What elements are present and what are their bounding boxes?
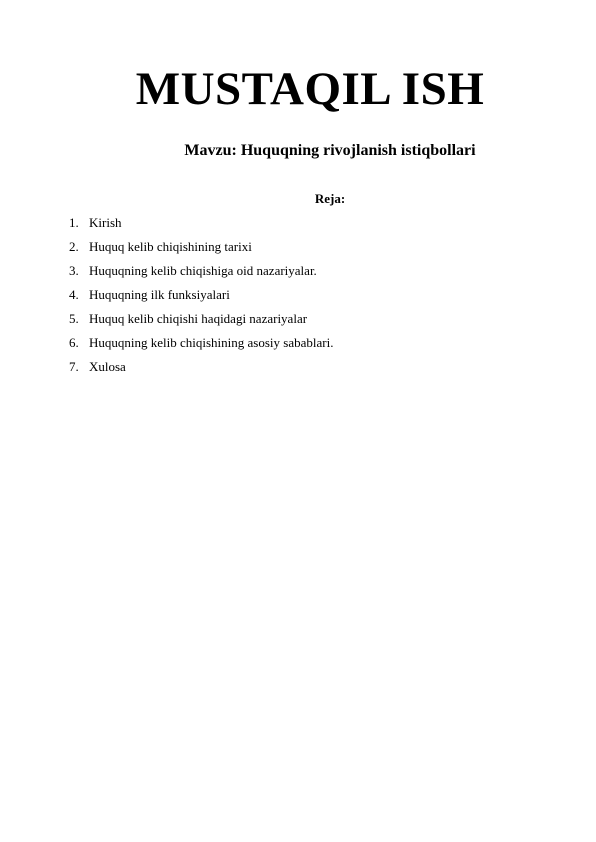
plan-item [69,215,333,239]
plan-item-text: Huquqning kelib chiqishiga oid nazariyalar. [89,263,317,278]
plan-item-text: Huquqning ilk funksiyalari [89,287,230,302]
plan-item-text: Huquqning kelib chiqishining asosiy sabablari. [89,335,334,350]
plan-item [69,335,333,359]
plan-heading: Reja: [314,191,346,206]
plan-item-text: Kirish [89,215,122,230]
plan-item-number: 6. [69,335,79,350]
plan-item [69,239,333,263]
plan-list [69,215,333,383]
plan-item [69,311,333,335]
plan-item [69,263,333,287]
document-title: MUSTAQIL ISH [135,63,485,115]
plan-item-number: 2. [69,239,79,254]
topic-line: Mavzu: Huquqning rivojlanish istiqbollari [184,142,476,159]
plan-item-text: Huquq kelib chiqishining tarixi [89,239,252,254]
plan-item-text: Xulosa [89,359,126,374]
plan-item [69,359,333,383]
plan-item [69,287,333,311]
plan-item-number: 3. [69,263,79,278]
plan-item-number: 1. [69,215,79,230]
plan-item-number: 5. [69,311,79,326]
plan-item-number: 7. [69,359,79,374]
plan-item-number: 4. [69,287,79,302]
plan-item-text: Huquq kelib chiqishi haqidagi nazariyalar [89,311,308,326]
